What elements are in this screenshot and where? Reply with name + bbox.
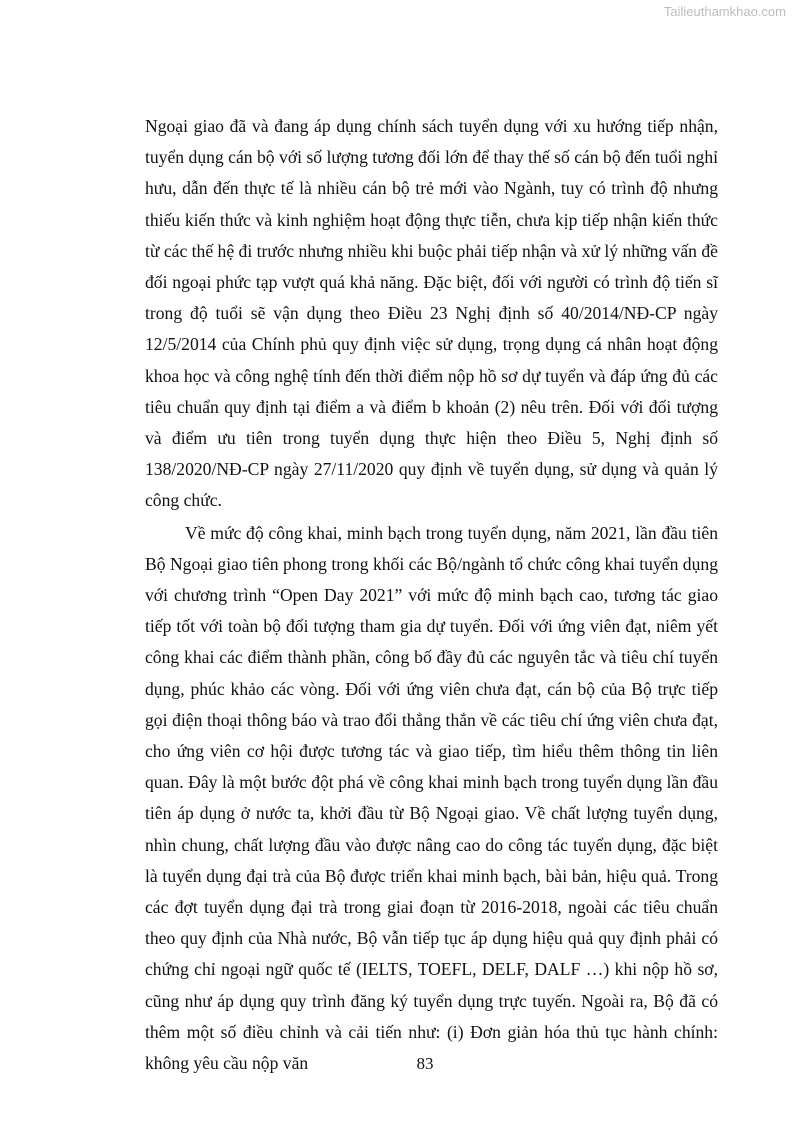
page-number-footer <box>0 1052 794 1076</box>
page-number: 83 <box>416 1054 434 1073</box>
paragraph-1: Ngoại giao đã và đang áp dụng chính sách tuyển dụng với xu hướng tiếp nhận, tuyển dụng cán bộ với số lượng tương đối lớn để thay thế số cán bộ đến tuổi nghỉ hưu, dẫn đến thực tế là nhiều cán bộ trẻ mới vào Ngành, tuy có trình độ nhưng thiếu kiến thức và kinh nghiệm hoạt động thực tiễn, chưa kịp tiếp nhận kiến thức từ các thế hệ đi trước nhưng nhiều khi buộc phải tiếp nhận và xử lý những vấn đề đối ngoại phức tạp vượt quá khả năng. Đặc biệt, đối với người có trình độ tiến sĩ trong độ tuổi sẽ vận dụng theo Điều 23 Nghị định số 40/2014/NĐ-CP ngày 12/5/2014 của Chính phủ quy định việc sử dụng, trọng dụng cá nhân hoạt động khoa học và công nghệ tính đến thời điểm nộp hồ sơ dự tuyển và đáp ứng đủ các tiêu chuẩn quy định tại điểm a và điểm b khoản (2) nêu trên. Đối với đối tượng và điểm ưu tiên trong tuyển dụng thực hiện theo Điều 5, Nghị định số 138/2020/NĐ-CP ngày 27/11/2020 quy định về tuyển dụng, sử dụng và quản lý công chức. <box>145 116 718 511</box>
page-body <box>145 111 718 1079</box>
watermark: Tailieuthamkhao.com <box>663 4 786 19</box>
paragraph-2: Về mức độ công khai, minh bạch trong tuyển dụng, năm 2021, lần đầu tiên Bộ Ngoại giao tiên phong trong khối các Bộ/ngành tổ chức công khai tuyển dụng với chương trình “Open Day 2021” với mức độ minh bạch cao, tương tác giao tiếp tốt với toàn bộ đối tượng tham gia dự tuyển. Đối với ứng viên đạt, niêm yết công khai các điểm thành phần, công bố đầy đủ các nguyên tắc và tiêu chí tuyển dụng, phúc khảo các vòng. Đối với ứng viên chưa đạt, cán bộ của Bộ trực tiếp gọi điện thoại thông báo và trao đổi thẳng thắn về các tiêu chí ứng viên chưa đạt, cho ứng viên cơ hội được tương tác và giao tiếp, tìm hiểu thêm thông tin liên quan. Đây là một bước đột phá về công khai minh bạch trong tuyển dụng lần đầu tiên áp dụng ở nước ta, khởi đầu từ Bộ Ngoại giao. Về chất lượng tuyển dụng, nhìn chung, chất lượng đầu vào được nâng cao do công tác tuyển dụng, đặc biệt là tuyển dụng đại trà của Bộ được triển khai minh bạch, bài bản, hiệu quả. Trong các đợt tuyển dụng đại trà trong giai đoạn từ 2016-2018, ngoài các tiêu chuẩn theo quy định của Nhà nước, Bộ vẫn tiếp tục áp dụng hiệu quả quy định phải có chứng chỉ ngoại ngữ quốc tế (IELTS, TOEFL, DELF, DALF …) khi nộp hồ sơ, cũng như áp dụng quy trình đăng ký tuyển dụng trực tuyến. Ngoài ra, Bộ đã có thêm một số điều chỉnh và cải tiến như: (i) Đơn giản hóa thủ tục hành chính: không yêu cầu nộp văn <box>145 522 718 1074</box>
